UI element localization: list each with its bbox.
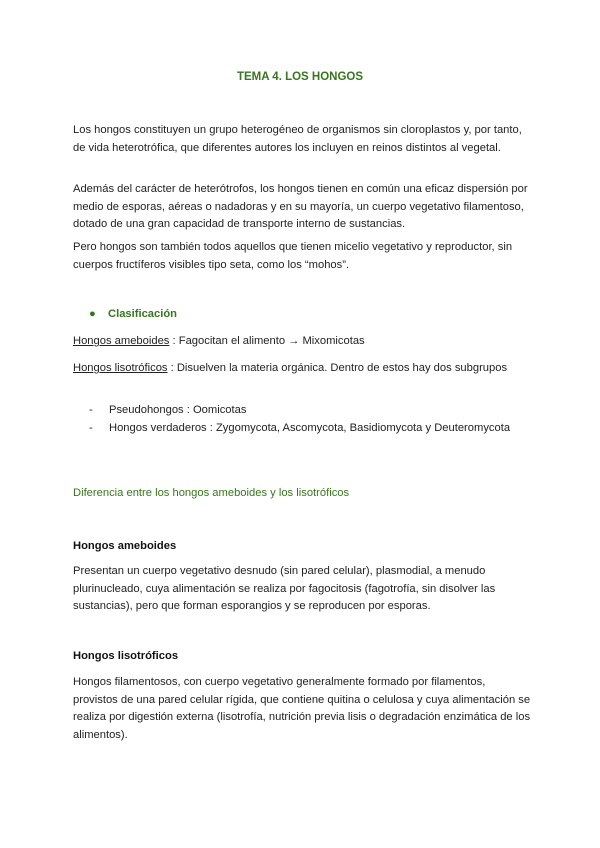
intro-paragraph-2: Además del carácter de heterótrofos, los hongos tienen en común una eficaz dispersión por medio de esporas, aéreas o nadadoras y en su mayoría, un cuerpo vegetativo filamentoso, dotado de una gran capacidad de transporte interno de sustancias. [73,183,528,230]
subgroups-list [89,402,529,437]
intro-paragraph-1: Los hongos constituyen un grupo heterogéneo de organismos sin cloroplastos y, por tanto, de vida heterotrófica, que diferentes autores los incluyen en reinos distintos al vegetal. [73,124,522,154]
clasificacion-heading [89,308,177,320]
ameboides-desc: : Fagocitan el alimento → Mixomicotas [169,335,365,347]
dash-marker: - [89,404,93,416]
lisotroficos-term: Hongos lisotróficos [73,362,168,374]
lisotroficos-paragraph: Hongos filamentosos, con cuerpo vegetativo generalmente formado por filamentos, provistos de una pared celular rígida, que contiene quitina o celulosa y cuya alimentación se realiza por digestión externa (lisotrofía, nutrición previa lisis o degradación enzimática de los alimentos). [73,676,531,741]
ameboides-heading: Hongos ameboides [73,540,177,552]
ameboides-definition [73,333,533,351]
lisotroficos-desc: : Disuelven la materia orgánica. Dentro de estos hay dos subgrupos [167,362,508,374]
dash-marker: - [89,421,93,434]
list-item [89,402,529,420]
subgroup-text: Pseudohongos : Oomicotas [109,404,247,416]
ameboides-paragraph: Presentan un cuerpo vegetativo desnudo (sin pared celular), plasmodial, a menudo plurinucleado, cuya alimentación se realiza por fagocitosis (fagotrofía, sin disolver las sustancias), pero que forman esporangios y se reproducen por esporas. [73,565,496,612]
intro-paragraph-3: Pero hongos son también todos aquellos que tienen micelio vegetativo y reproductor, sin cuerpos fructíferos visibles tipo seta, como los “mohos”. [73,241,513,271]
clasificacion-heading-text: Clasificación [108,308,178,320]
lisotroficos-heading: Hongos lisotróficos [73,650,179,662]
lisotroficos-definition [73,360,533,378]
diferencia-heading: Diferencia entre los hongos ameboides y los lisotróficos [73,487,350,499]
subgroup-text: Hongos verdaderos : Zygomycota, Ascomycota, Basidiomycota y Deuteromycota [109,421,511,434]
page-title: TEMA 4. LOS HONGOS [236,71,364,83]
ameboides-term: Hongos ameboides [73,335,170,347]
list-item [89,420,529,438]
bullet-icon: ● [89,308,96,320]
